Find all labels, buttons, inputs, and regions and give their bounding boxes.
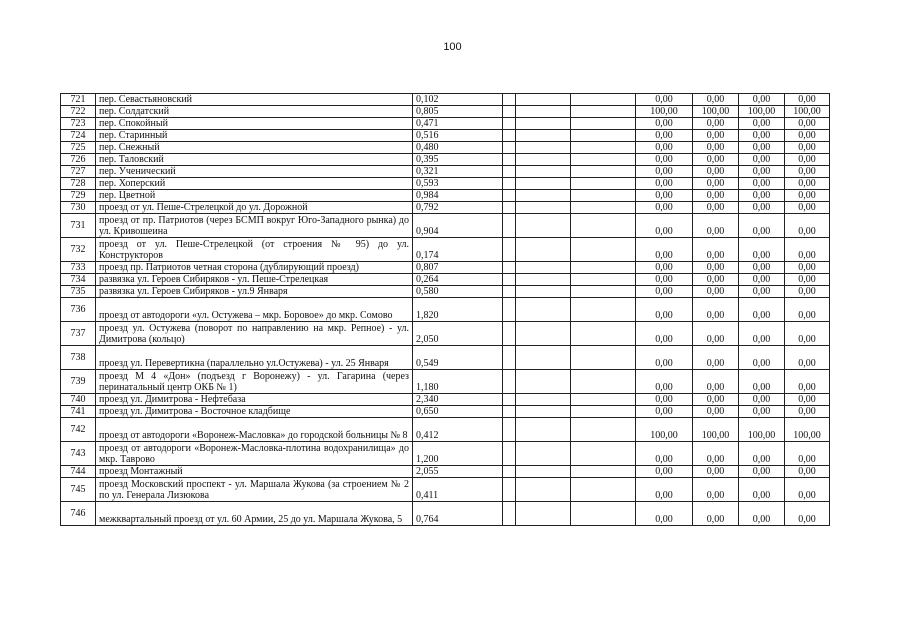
empty-cell: [516, 178, 571, 190]
row-number-cell: 737: [61, 322, 96, 346]
length-cell: 0,395: [413, 154, 503, 166]
empty-cell: [503, 130, 516, 142]
empty-cell: [571, 298, 636, 322]
empty-cell: [571, 106, 636, 118]
value-cell: 0,00: [739, 154, 785, 166]
road-name-cell: проезд от автодороги «Воронеж-Масловка» до городской больницы № 8: [96, 418, 413, 442]
table-row: [61, 406, 874, 418]
table-row: [61, 106, 874, 118]
length-cell: 0,102: [413, 94, 503, 106]
road-name-cell: пер. Ученический: [96, 166, 413, 178]
value-cell: 0,00: [636, 214, 693, 238]
length-cell: 1,200: [413, 442, 503, 466]
value-cell: 0,00: [739, 370, 785, 394]
value-cell: 0,00: [693, 406, 739, 418]
table-row: [61, 418, 874, 442]
table-row: [61, 262, 874, 274]
value-cell: 0,00: [693, 190, 739, 202]
row-number-cell: 730: [61, 202, 96, 214]
row-number-cell: 729: [61, 190, 96, 202]
value-cell: 0,00: [693, 94, 739, 106]
empty-cell: [571, 166, 636, 178]
road-name-cell: проезд от автодороги «ул. Остужева – мкр. Боровое» до мкр. Сомово: [96, 298, 413, 322]
empty-cell: [571, 202, 636, 214]
length-cell: 0,807: [413, 262, 503, 274]
empty-cell: [516, 166, 571, 178]
road-name-cell: пер. Таловский: [96, 154, 413, 166]
length-cell: 0,650: [413, 406, 503, 418]
row-number-cell: 741: [61, 406, 96, 418]
value-cell: 0,00: [636, 406, 693, 418]
road-name-cell: проезд от ул. Пеше-Стрелецкой (от строения № 95) до ул. Конструкторов: [96, 238, 413, 262]
value-cell: 0,00: [739, 286, 785, 298]
value-cell: 100,00: [785, 106, 830, 118]
value-cell: 0,00: [739, 322, 785, 346]
row-number-cell: 725: [61, 142, 96, 154]
value-cell: 0,00: [739, 442, 785, 466]
row-number-cell: 726: [61, 154, 96, 166]
row-number-cell: 742: [61, 418, 96, 442]
length-cell: 2,050: [413, 322, 503, 346]
value-cell: 100,00: [636, 418, 693, 442]
table-row: [61, 274, 874, 286]
value-cell: 0,00: [785, 274, 830, 286]
empty-cell: [571, 346, 636, 370]
value-cell: 0,00: [636, 274, 693, 286]
table-row: [61, 154, 874, 166]
value-cell: 0,00: [739, 406, 785, 418]
empty-cell: [571, 274, 636, 286]
table-row: [61, 478, 874, 502]
road-name-cell: проезд от ул. Пеше-Стрелецкой до ул. Дорожной: [96, 202, 413, 214]
value-cell: 0,00: [636, 166, 693, 178]
length-cell: 0,516: [413, 130, 503, 142]
length-cell: 0,580: [413, 286, 503, 298]
empty-cell: [503, 322, 516, 346]
value-cell: 0,00: [785, 190, 830, 202]
empty-cell: [571, 286, 636, 298]
value-cell: 0,00: [785, 262, 830, 274]
value-cell: 0,00: [785, 214, 830, 238]
value-cell: 0,00: [693, 274, 739, 286]
length-cell: 0,593: [413, 178, 503, 190]
road-name-cell: проезд ул. Димитрова - Восточное кладбище: [96, 406, 413, 418]
row-number-cell: 733: [61, 262, 96, 274]
row-number-cell: 735: [61, 286, 96, 298]
length-cell: 0,480: [413, 142, 503, 154]
value-cell: 0,00: [693, 166, 739, 178]
row-number-cell: 740: [61, 394, 96, 406]
value-cell: 0,00: [636, 286, 693, 298]
value-cell: 100,00: [739, 418, 785, 442]
empty-cell: [503, 190, 516, 202]
road-name-cell: проезд от пр. Патриотов (через БСМП вокруг Юго-Западного рынка) до ул. Кривошеина: [96, 214, 413, 238]
value-cell: 0,00: [739, 166, 785, 178]
value-cell: 100,00: [636, 106, 693, 118]
value-cell: 0,00: [785, 94, 830, 106]
empty-cell: [516, 274, 571, 286]
value-cell: 0,00: [636, 178, 693, 190]
value-cell: 0,00: [739, 118, 785, 130]
empty-cell: [503, 142, 516, 154]
row-number-cell: 724: [61, 130, 96, 142]
road-name-cell: межквартальный проезд от ул. 60 Армии, 25 до ул. Маршала Жукова, 5: [96, 502, 413, 526]
empty-cell: [571, 130, 636, 142]
empty-cell: [503, 178, 516, 190]
value-cell: 0,00: [693, 478, 739, 502]
table-row: [61, 322, 874, 346]
empty-cell: [516, 370, 571, 394]
value-cell: 0,00: [693, 202, 739, 214]
value-cell: 0,00: [785, 154, 830, 166]
row-number-cell: 731: [61, 214, 96, 238]
road-name-cell: проезд Монтажный: [96, 466, 413, 478]
empty-cell: [503, 118, 516, 130]
value-cell: 0,00: [693, 502, 739, 526]
value-cell: 0,00: [636, 298, 693, 322]
table-row: [61, 214, 874, 238]
empty-cell: [503, 274, 516, 286]
table-row: [61, 118, 874, 130]
length-cell: 0,321: [413, 166, 503, 178]
value-cell: 0,00: [636, 262, 693, 274]
value-cell: 0,00: [739, 214, 785, 238]
row-number-cell: 746: [61, 502, 96, 526]
empty-cell: [571, 394, 636, 406]
value-cell: 0,00: [693, 142, 739, 154]
empty-cell: [516, 502, 571, 526]
value-cell: 100,00: [693, 106, 739, 118]
length-cell: 0,471: [413, 118, 503, 130]
table-row: [61, 238, 874, 262]
roads-table: [60, 93, 874, 526]
value-cell: 0,00: [636, 238, 693, 262]
empty-cell: [516, 466, 571, 478]
length-cell: 0,411: [413, 478, 503, 502]
value-cell: 0,00: [785, 466, 830, 478]
value-cell: 0,00: [739, 394, 785, 406]
value-cell: 0,00: [636, 466, 693, 478]
empty-cell: [503, 214, 516, 238]
length-cell: 0,264: [413, 274, 503, 286]
empty-cell: [571, 466, 636, 478]
value-cell: 0,00: [636, 142, 693, 154]
empty-cell: [503, 406, 516, 418]
empty-cell: [516, 130, 571, 142]
value-cell: 0,00: [739, 142, 785, 154]
value-cell: 0,00: [693, 442, 739, 466]
length-cell: 0,764: [413, 502, 503, 526]
value-cell: 0,00: [785, 130, 830, 142]
length-cell: 0,984: [413, 190, 503, 202]
empty-cell: [516, 214, 571, 238]
row-number-cell: 723: [61, 118, 96, 130]
value-cell: 0,00: [785, 238, 830, 262]
value-cell: 0,00: [739, 298, 785, 322]
value-cell: 0,00: [739, 190, 785, 202]
empty-cell: [571, 322, 636, 346]
table-row: [61, 502, 874, 526]
value-cell: 0,00: [785, 166, 830, 178]
road-name-cell: пер. Старинный: [96, 130, 413, 142]
road-name-cell: проезд М 4 «Дон» (подъезд г Воронежу) - ул. Гагарина (через перинатальный центр ОКБ № 1): [96, 370, 413, 394]
row-number-cell: 734: [61, 274, 96, 286]
value-cell: 0,00: [693, 238, 739, 262]
empty-cell: [571, 178, 636, 190]
table-row: [61, 94, 874, 106]
value-cell: 0,00: [636, 394, 693, 406]
value-cell: 0,00: [739, 262, 785, 274]
row-number-cell: 727: [61, 166, 96, 178]
value-cell: 0,00: [693, 286, 739, 298]
value-cell: 0,00: [693, 322, 739, 346]
empty-cell: [503, 298, 516, 322]
empty-cell: [516, 298, 571, 322]
table-row: [61, 190, 874, 202]
value-cell: 0,00: [636, 346, 693, 370]
road-name-cell: развязка ул. Героев Сибиряков - ул.9 Января: [96, 286, 413, 298]
value-cell: 0,00: [785, 394, 830, 406]
empty-cell: [503, 166, 516, 178]
road-name-cell: пер. Солдатский: [96, 106, 413, 118]
value-cell: 0,00: [739, 178, 785, 190]
empty-cell: [503, 106, 516, 118]
value-cell: 0,00: [739, 130, 785, 142]
value-cell: 0,00: [785, 178, 830, 190]
road-name-cell: пер. Спокойный: [96, 118, 413, 130]
road-name-cell: проезд от автодороги «Воронеж-Масловка-плотина водохранилища» до мкр. Таврово: [96, 442, 413, 466]
length-cell: 2,055: [413, 466, 503, 478]
table-row: [61, 286, 874, 298]
row-number-cell: 745: [61, 478, 96, 502]
empty-cell: [571, 238, 636, 262]
empty-cell: [516, 394, 571, 406]
value-cell: 0,00: [636, 202, 693, 214]
empty-cell: [571, 370, 636, 394]
road-name-cell: проезд ул. Димитрова - Нефтебаза: [96, 394, 413, 406]
length-cell: 0,792: [413, 202, 503, 214]
table-row: [61, 298, 874, 322]
value-cell: 0,00: [636, 442, 693, 466]
value-cell: 0,00: [693, 298, 739, 322]
empty-cell: [571, 214, 636, 238]
value-cell: 100,00: [785, 418, 830, 442]
empty-cell: [503, 466, 516, 478]
length-cell: 1,820: [413, 298, 503, 322]
row-number-cell: 736: [61, 298, 96, 322]
empty-cell: [516, 190, 571, 202]
value-cell: 0,00: [785, 442, 830, 466]
empty-cell: [571, 478, 636, 502]
value-cell: 0,00: [739, 502, 785, 526]
value-cell: 0,00: [785, 118, 830, 130]
value-cell: 0,00: [739, 202, 785, 214]
empty-cell: [503, 370, 516, 394]
table-row: [61, 394, 874, 406]
value-cell: 0,00: [785, 286, 830, 298]
row-number-cell: 739: [61, 370, 96, 394]
empty-cell: [503, 154, 516, 166]
table-row: [61, 142, 874, 154]
empty-cell: [503, 346, 516, 370]
empty-cell: [516, 94, 571, 106]
empty-cell: [503, 202, 516, 214]
empty-cell: [571, 154, 636, 166]
value-cell: 0,00: [739, 274, 785, 286]
value-cell: 0,00: [636, 118, 693, 130]
row-number-cell: 722: [61, 106, 96, 118]
empty-cell: [516, 142, 571, 154]
row-number-cell: 721: [61, 94, 96, 106]
table-row: [61, 346, 874, 370]
value-cell: 0,00: [636, 370, 693, 394]
value-cell: 0,00: [693, 118, 739, 130]
length-cell: 2,340: [413, 394, 503, 406]
empty-cell: [503, 238, 516, 262]
table-row: [61, 370, 874, 394]
value-cell: 0,00: [636, 154, 693, 166]
road-name-cell: пер. Хоперский: [96, 178, 413, 190]
value-cell: 0,00: [693, 394, 739, 406]
value-cell: 0,00: [636, 478, 693, 502]
value-cell: 0,00: [693, 370, 739, 394]
length-cell: 0,174: [413, 238, 503, 262]
value-cell: 0,00: [693, 130, 739, 142]
row-number-cell: 728: [61, 178, 96, 190]
table-row: [61, 166, 874, 178]
value-cell: 0,00: [636, 130, 693, 142]
empty-cell: [571, 406, 636, 418]
empty-cell: [503, 442, 516, 466]
value-cell: 0,00: [785, 322, 830, 346]
empty-cell: [503, 262, 516, 274]
road-name-cell: развязка ул. Героев Сибиряков - ул. Пеше-Стрелецкая: [96, 274, 413, 286]
value-cell: 0,00: [785, 370, 830, 394]
empty-cell: [571, 94, 636, 106]
value-cell: 0,00: [739, 346, 785, 370]
value-cell: 0,00: [636, 322, 693, 346]
empty-cell: [503, 94, 516, 106]
value-cell: 0,00: [785, 346, 830, 370]
road-name-cell: проезд ул. Перевертикна (параллельно ул.Остужева) - ул. 25 Января: [96, 346, 413, 370]
value-cell: 0,00: [785, 406, 830, 418]
empty-cell: [503, 478, 516, 502]
value-cell: 0,00: [785, 502, 830, 526]
empty-cell: [516, 262, 571, 274]
value-cell: 100,00: [739, 106, 785, 118]
length-cell: 0,904: [413, 214, 503, 238]
empty-cell: [571, 142, 636, 154]
empty-cell: [516, 322, 571, 346]
empty-cell: [571, 502, 636, 526]
value-cell: 0,00: [693, 466, 739, 478]
empty-cell: [503, 418, 516, 442]
row-number-cell: 743: [61, 442, 96, 466]
value-cell: 100,00: [693, 418, 739, 442]
empty-cell: [516, 202, 571, 214]
length-cell: 0,805: [413, 106, 503, 118]
empty-cell: [516, 106, 571, 118]
empty-cell: [516, 154, 571, 166]
row-number-cell: 732: [61, 238, 96, 262]
empty-cell: [571, 190, 636, 202]
value-cell: 0,00: [636, 94, 693, 106]
road-name-cell: проезд пр. Патриотов четная сторона (дублирующий проезд): [96, 262, 413, 274]
value-cell: 0,00: [785, 478, 830, 502]
empty-cell: [516, 118, 571, 130]
empty-cell: [516, 238, 571, 262]
empty-cell: [571, 118, 636, 130]
row-number-cell: 744: [61, 466, 96, 478]
value-cell: 0,00: [785, 298, 830, 322]
empty-cell: [571, 418, 636, 442]
row-number-cell: 738: [61, 346, 96, 370]
length-cell: 1,180: [413, 370, 503, 394]
value-cell: 0,00: [739, 238, 785, 262]
road-name-cell: пер. Севастьяновский: [96, 94, 413, 106]
table-row: [61, 178, 874, 190]
table-row: [61, 466, 874, 478]
empty-cell: [516, 478, 571, 502]
value-cell: 0,00: [739, 466, 785, 478]
value-cell: 0,00: [693, 214, 739, 238]
table-body: [61, 94, 874, 526]
table-row: [61, 442, 874, 466]
value-cell: 0,00: [739, 478, 785, 502]
empty-cell: [571, 262, 636, 274]
length-cell: 0,549: [413, 346, 503, 370]
road-name-cell: пер. Снежный: [96, 142, 413, 154]
empty-cell: [503, 286, 516, 298]
value-cell: 0,00: [739, 94, 785, 106]
road-name-cell: пер. Цветной: [96, 190, 413, 202]
length-cell: 0,412: [413, 418, 503, 442]
value-cell: 0,00: [693, 154, 739, 166]
empty-cell: [503, 502, 516, 526]
page-number: 100: [443, 41, 462, 53]
empty-cell: [516, 286, 571, 298]
road-name-cell: проезд ул. Остужева (поворот по направлению на мкр. Репное) - ул. Димитрова (кольцо): [96, 322, 413, 346]
value-cell: 0,00: [693, 178, 739, 190]
value-cell: 0,00: [636, 502, 693, 526]
road-name-cell: проезд Московский проспект - ул. Маршала Жукова (за строением № 2 по ул. Генерала Лизюкова: [96, 478, 413, 502]
empty-cell: [516, 418, 571, 442]
value-cell: 0,00: [693, 262, 739, 274]
empty-cell: [516, 442, 571, 466]
value-cell: 0,00: [636, 190, 693, 202]
empty-cell: [503, 394, 516, 406]
value-cell: 0,00: [693, 346, 739, 370]
empty-cell: [571, 442, 636, 466]
value-cell: 0,00: [785, 142, 830, 154]
empty-cell: [516, 346, 571, 370]
table-row: [61, 130, 874, 142]
table-row: [61, 202, 874, 214]
value-cell: 0,00: [785, 202, 830, 214]
empty-cell: [516, 406, 571, 418]
